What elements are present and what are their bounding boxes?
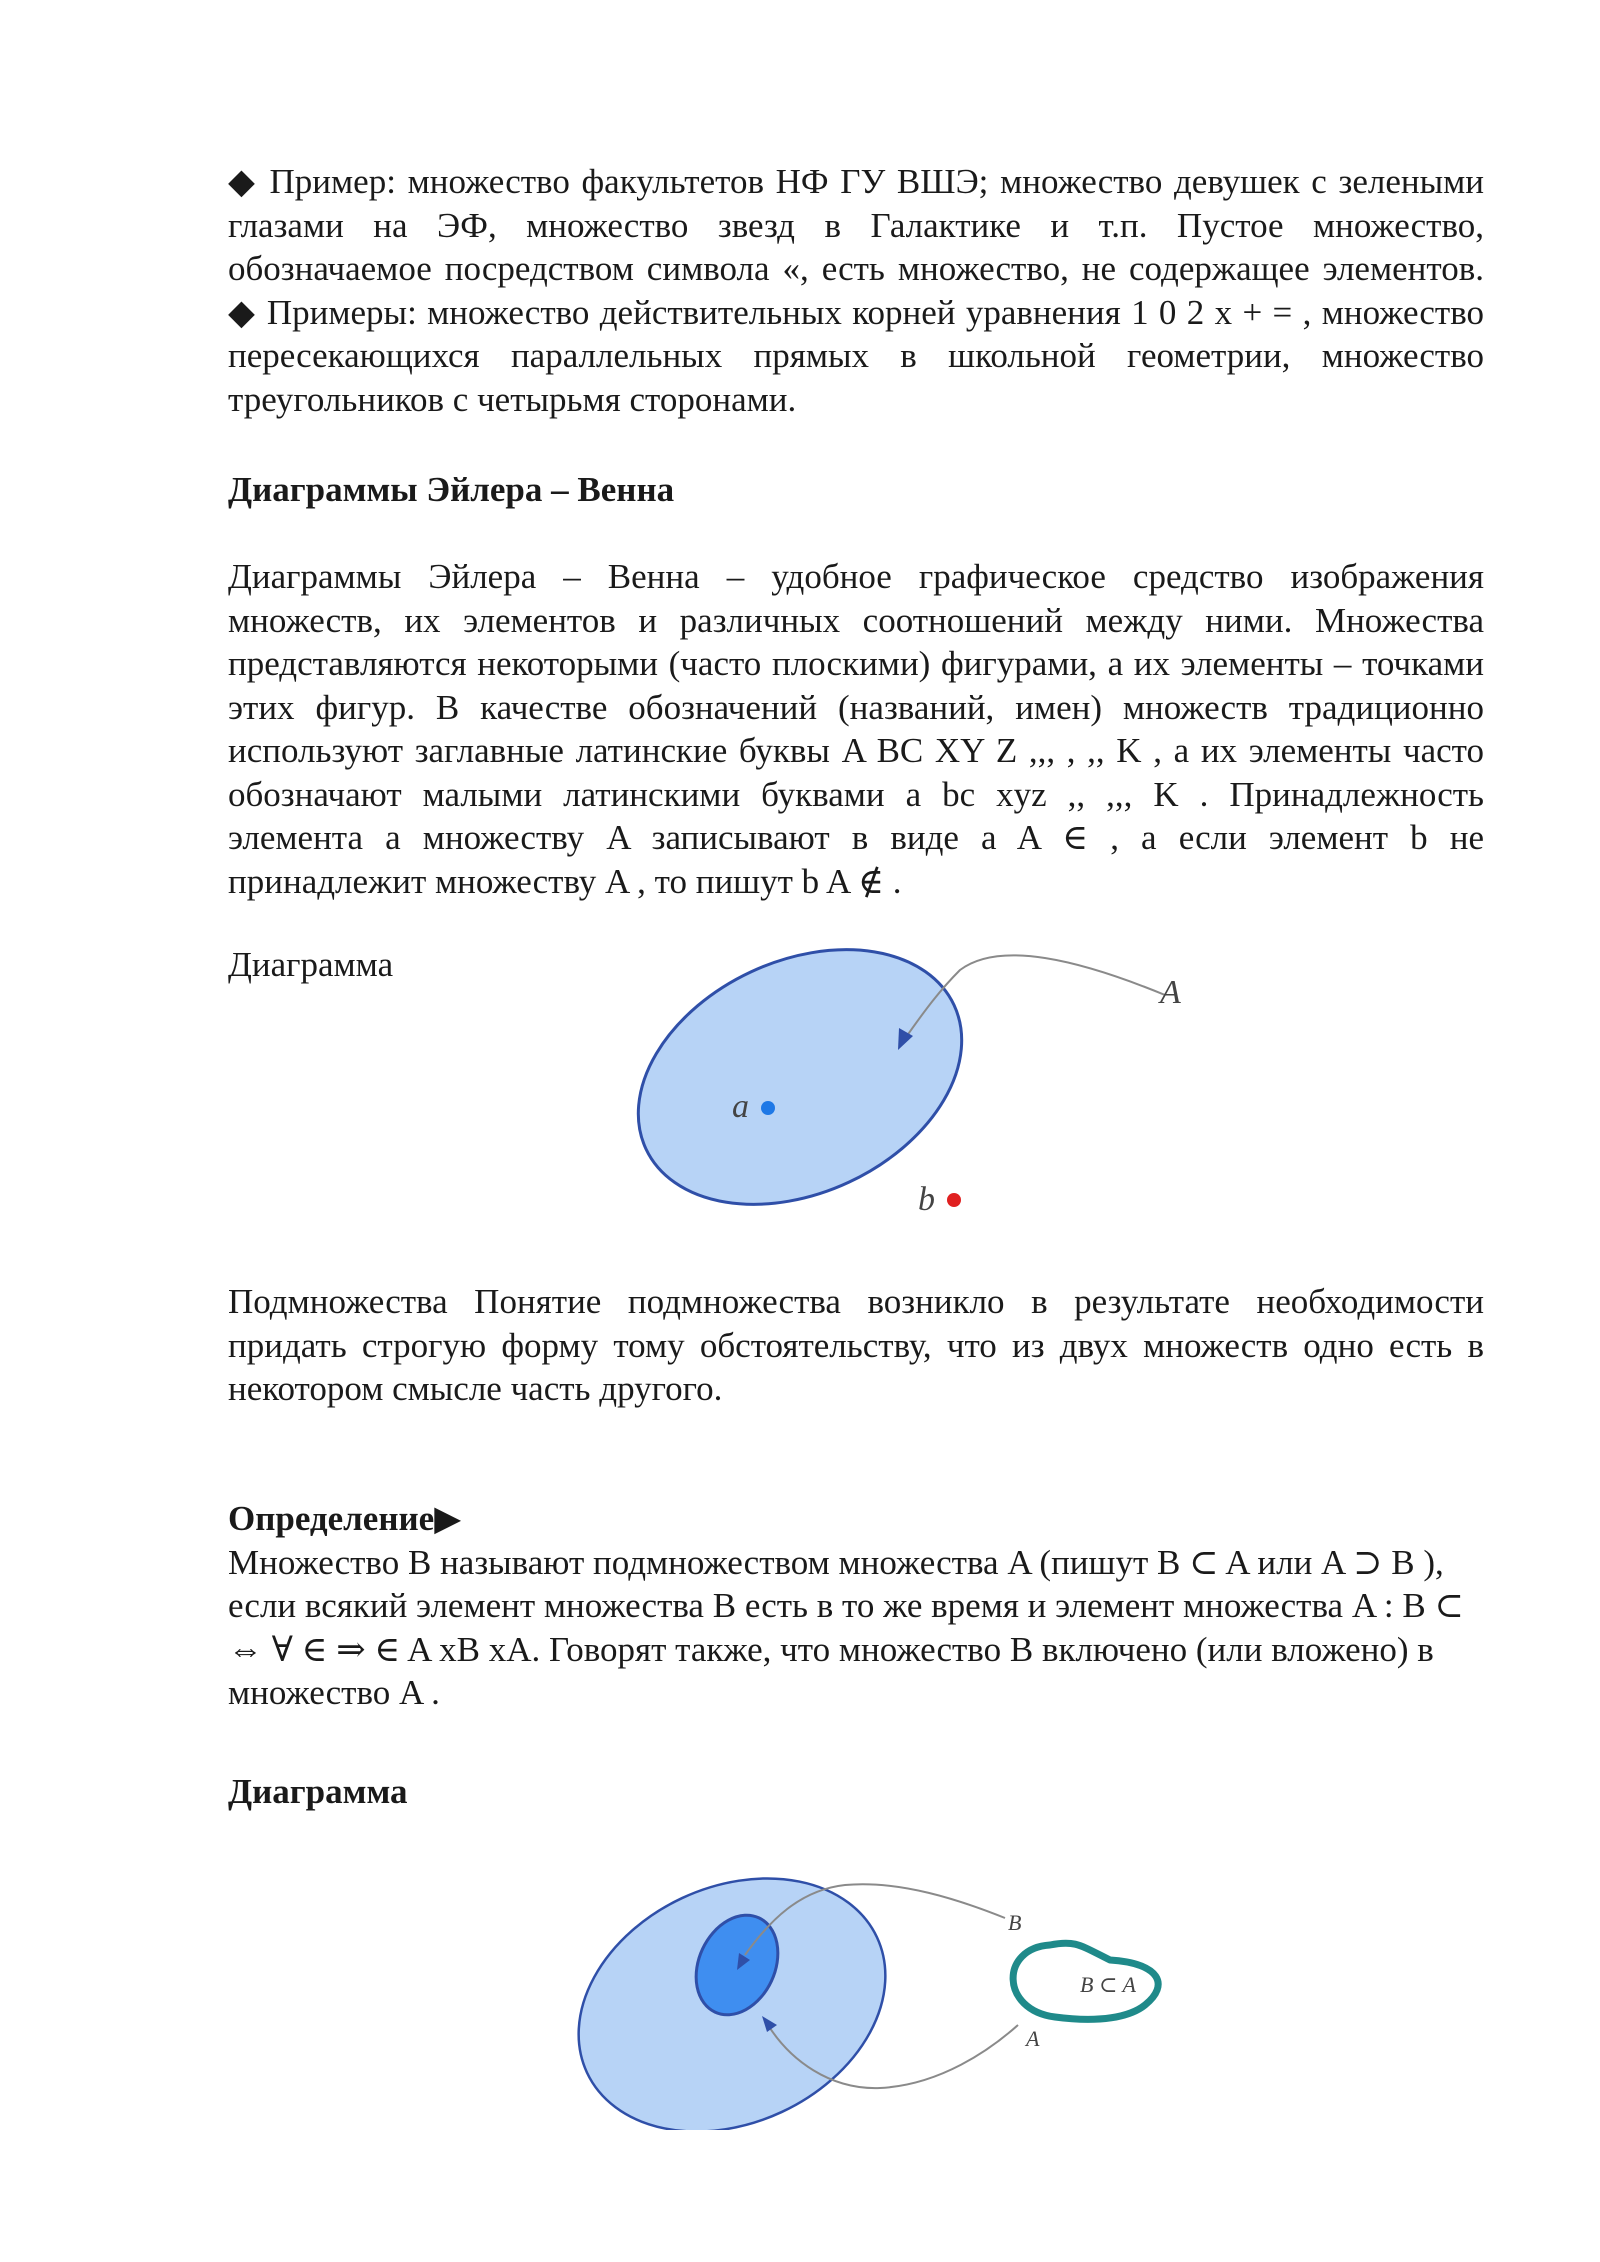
definition-block (228, 1497, 1484, 1715)
set-a-label: A (1160, 974, 1181, 1011)
subsets-paragraph (228, 1280, 1484, 1411)
definition-heading: Определение▶ (228, 1499, 462, 1538)
element-b-dot (947, 1193, 961, 1207)
element-a-dot (761, 1101, 775, 1115)
set-a-ellipse (600, 920, 1003, 1240)
section-heading: Диаграммы Эйлера – Венна (228, 470, 675, 509)
definition-text: Множество B называют подмножеством множества A (пишут B ⊂ A или A ⊃ B ), если всякий элемент множества B есть в то же время и элемент множества A : B ⊂ ⇔ ∀ ∈ ⇒ ∈ A xB xA. Говорят также, что множество B включено (или вложено) в множество A . (228, 1542, 1464, 1712)
euler-venn-text: Диаграммы Эйлера – Венна – удобное графическое средство изображения множеств, их элементов и различных соотношений между ними. Множества представляются некоторыми (часто плоскими) фигурами, а их элементы – точками этих фигур. В качестве обозначений (названий, имен) множеств традиционно используют заглавные латинские буквы A BC XY Z ,,, , ,, K , а их элементы часто обозначают малыми латинскими буквами a bc xyz ,, ,,, K . Принадлежность элемента a множеству A записывают в виде a A ∈ , а если элемент b не принадлежит множеству A , то пишут b A ∉ . (228, 557, 1484, 901)
diagram-caption: Диаграмма (228, 945, 394, 984)
relation-label: B ⊂ A (1080, 1972, 1136, 1997)
element-b-label: b (918, 1181, 935, 1218)
subsets-text: Подмножества Понятие подмножества возникло в результате необходимости придать строгую форму тому обстоятельству, что из двух множеств одно есть в некотором смысле часть другого. (228, 1282, 1484, 1408)
diagram-caption: Диаграмма (228, 1772, 408, 1811)
element-a-label: a (732, 1088, 749, 1125)
intro-paragraph (228, 160, 1484, 421)
intro-text: ◆ Пример: множество факультетов НФ ГУ ВШЭ; множество девушек с зелеными глазами на ЭФ, множество звезд в Галактике и т.п. Пустое множество, обозначаемое посредством символа «, есть множество, не содержащее элементов. ◆ Примеры: множество действительных корней уравнения 1 0 2 x + = , множество пересекающихся параллельных прямых в школьной геометрии, множество треугольников с четырьмя сторонами. (228, 162, 1484, 419)
section-heading-euler-venn (228, 468, 1484, 512)
diagram2-caption-block (228, 1770, 1484, 1814)
set-b-label: B (1008, 1910, 1022, 1935)
euler-venn-paragraph (228, 555, 1484, 903)
subset-diagram (560, 1850, 1240, 2130)
set-a-label: A (1026, 2026, 1040, 2051)
set-membership-diagram (600, 920, 1240, 1240)
